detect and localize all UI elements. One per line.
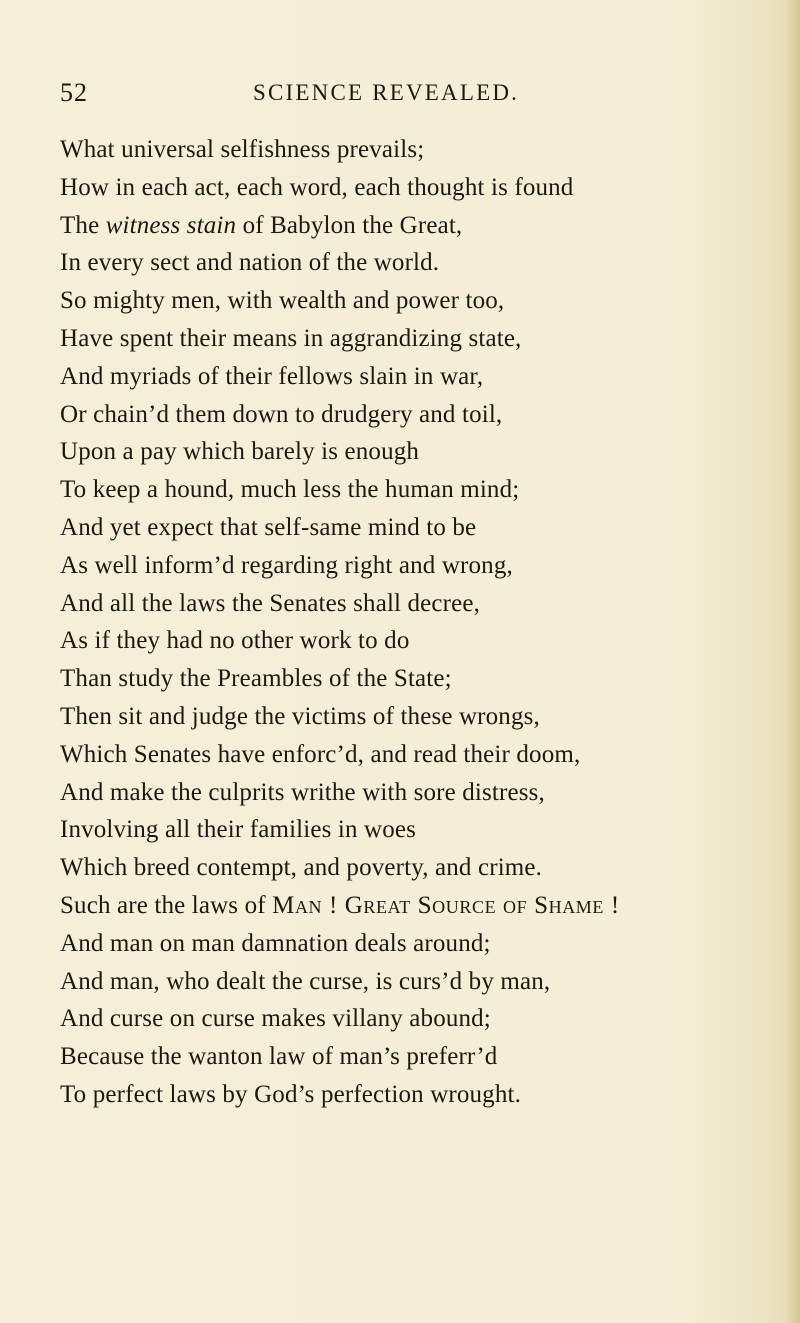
poem-line: To perfect laws by God’s perfection wrought. bbox=[60, 1080, 521, 1108]
poem-line: And yet expect that self-same mind to be bbox=[60, 513, 477, 541]
poem-line: And man, who dealt the curse, is curs’d by man, bbox=[60, 967, 551, 995]
poem-line: Which Senates have enforc’d, and read their doom, bbox=[60, 740, 581, 768]
poem-line: To keep a hound, much less the human mind; bbox=[60, 476, 520, 504]
poem-line: Or chain’d them down to drudgery and toil, bbox=[60, 400, 503, 428]
poem-line: As if they had no other work to do bbox=[60, 627, 410, 655]
poem-line: And make the culprits writhe with sore distress, bbox=[60, 778, 545, 806]
poem-line: Have spent their means in aggrandizing state, bbox=[60, 324, 522, 352]
poem-line: Then sit and judge the victims of these wrongs, bbox=[60, 702, 540, 730]
poem-line: Involving all their families in woes bbox=[60, 816, 417, 844]
poem-line-italic: witness stain bbox=[105, 211, 237, 239]
poem-line: Than study the Preambles of the State; bbox=[60, 665, 452, 693]
poem-line: And man on man damnation deals around; bbox=[60, 929, 491, 957]
poem-line-text: Such are the laws of bbox=[60, 891, 273, 919]
poem-line-text: The bbox=[60, 211, 106, 239]
poem-line bbox=[60, 207, 790, 245]
page-number: 52 bbox=[60, 78, 88, 107]
running-head: SCIENCE REVEALED. bbox=[253, 80, 520, 105]
poem-line: In every sect and nation of the world. bbox=[60, 249, 440, 277]
poem-line: Because the wanton law of man’s preferr’d bbox=[60, 1043, 498, 1071]
poem-line-smallcaps: Man ! Great Source of Shame ! bbox=[272, 891, 620, 919]
poem-line: How in each act, each word, each thought is found bbox=[60, 173, 574, 201]
poem-line bbox=[60, 887, 790, 925]
poem-line: Which breed contempt, and poverty, and crime. bbox=[60, 854, 543, 882]
poem-line: Upon a pay which barely is enough bbox=[60, 438, 420, 466]
poem-line: As well inform’d regarding right and wrong, bbox=[60, 551, 513, 579]
poem-line: And all the laws the Senates shall decree, bbox=[60, 589, 481, 617]
poem-line: So mighty men, with wealth and power too, bbox=[60, 287, 505, 315]
page-header bbox=[60, 78, 560, 112]
poem-text bbox=[60, 131, 790, 1114]
poem-line: And myriads of their fellows slain in war, bbox=[60, 362, 484, 390]
poem-line: And curse on curse makes villany abound; bbox=[60, 1005, 491, 1033]
poem-line-text: of Babylon the Great, bbox=[236, 211, 463, 239]
poem-line: What universal selfishness prevails; bbox=[60, 136, 425, 163]
